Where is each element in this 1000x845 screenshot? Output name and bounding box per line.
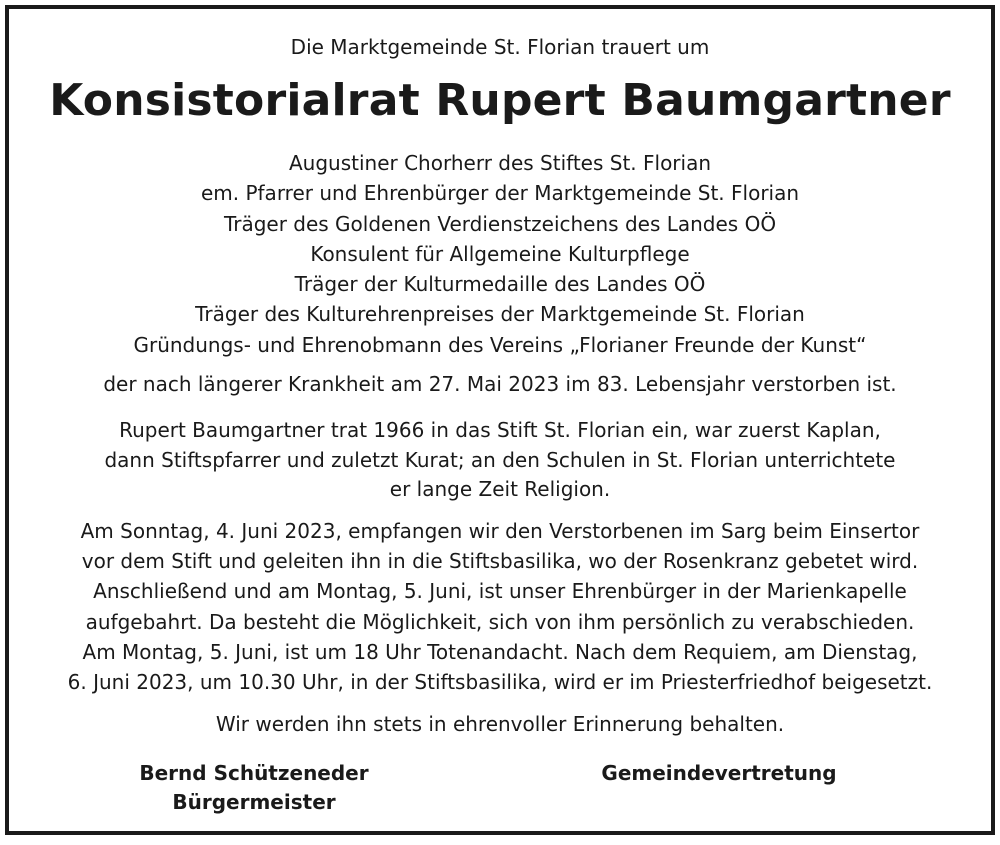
- closing-line: Wir werden ihn stets in ehrenvoller Erinnerung behalten.: [215, 712, 785, 736]
- funeral-line: Am Montag, 5. Juni, ist um 18 Uhr Totenandacht. Nach dem Requiem, am Dienstag,: [82, 639, 918, 664]
- biography-line: Rupert Baumgartner trat 1966 in das Stift St. Florian ein, war zuerst Kaplan,: [119, 418, 881, 442]
- funeral-line: 6. Juni 2023, um 10.30 Uhr, in der Stiftsbasilika, wird er im Priesterfriedhof beigesetzt.: [67, 670, 933, 695]
- funeral-line: aufgebahrt. Da besteht die Möglichkeit, sich von ihm persönlich zu verabschieden.: [85, 609, 915, 634]
- title-line: Konsulent für Allgemeine Kulturpflege: [310, 241, 690, 266]
- funeral-line: vor dem Stift und geleiten ihn in die Stiftsbasilika, wo der Rosenkranz gebetet wird.: [81, 549, 919, 574]
- signer-name: Bernd Schützeneder: [139, 761, 369, 785]
- title-line: em. Pfarrer und Ehrenbürger der Marktgemeinde St. Florian: [200, 181, 800, 206]
- signature-council: [584, 759, 854, 788]
- title-line: Träger des Goldenen Verdienstzeichens des Landes OÖ: [223, 211, 777, 236]
- honorary-titles: [9, 148, 991, 360]
- funeral-line: Anschließend und am Montag, 5. Juni, ist unser Ehrenbürger in der Marienkapelle: [93, 579, 907, 604]
- deceased-name: Konsistorialrat Rupert Baumgartner: [49, 75, 951, 126]
- funeral-line: Am Sonntag, 4. Juni 2023, empfangen wir den Verstorbenen im Sarg beim Einsertor: [80, 519, 920, 543]
- signer-role: Bürgermeister: [172, 790, 336, 814]
- title-line: Augustiner Chorherr des Stiftes St. Florian: [288, 151, 712, 175]
- signer-name: Gemeindevertretung: [601, 761, 837, 785]
- title-line: Gründungs- und Ehrenobmann des Vereins „Florianer Freunde der Kunst“: [133, 332, 867, 357]
- funeral-details-paragraph: [9, 516, 991, 697]
- biography-line: er lange Zeit Religion.: [389, 477, 611, 501]
- title-line: Träger des Kulturehrenpreises der Marktgemeinde St. Florian: [195, 302, 805, 327]
- biography-paragraph: [9, 416, 991, 505]
- title-line: Träger der Kulturmedaille des Landes OÖ: [294, 272, 706, 297]
- death-statement: der nach längerer Krankheit am 27. Mai 2023 im 83. Lebensjahr verstorben ist.: [103, 372, 897, 396]
- signature-mayor: [139, 759, 369, 817]
- obituary-notice: [5, 5, 995, 835]
- intro-line: Die Marktgemeinde St. Florian trauert um: [290, 35, 710, 59]
- biography-line: dann Stiftspfarrer und zuletzt Kurat; an den Schulen in St. Florian unterrichtete: [104, 447, 896, 472]
